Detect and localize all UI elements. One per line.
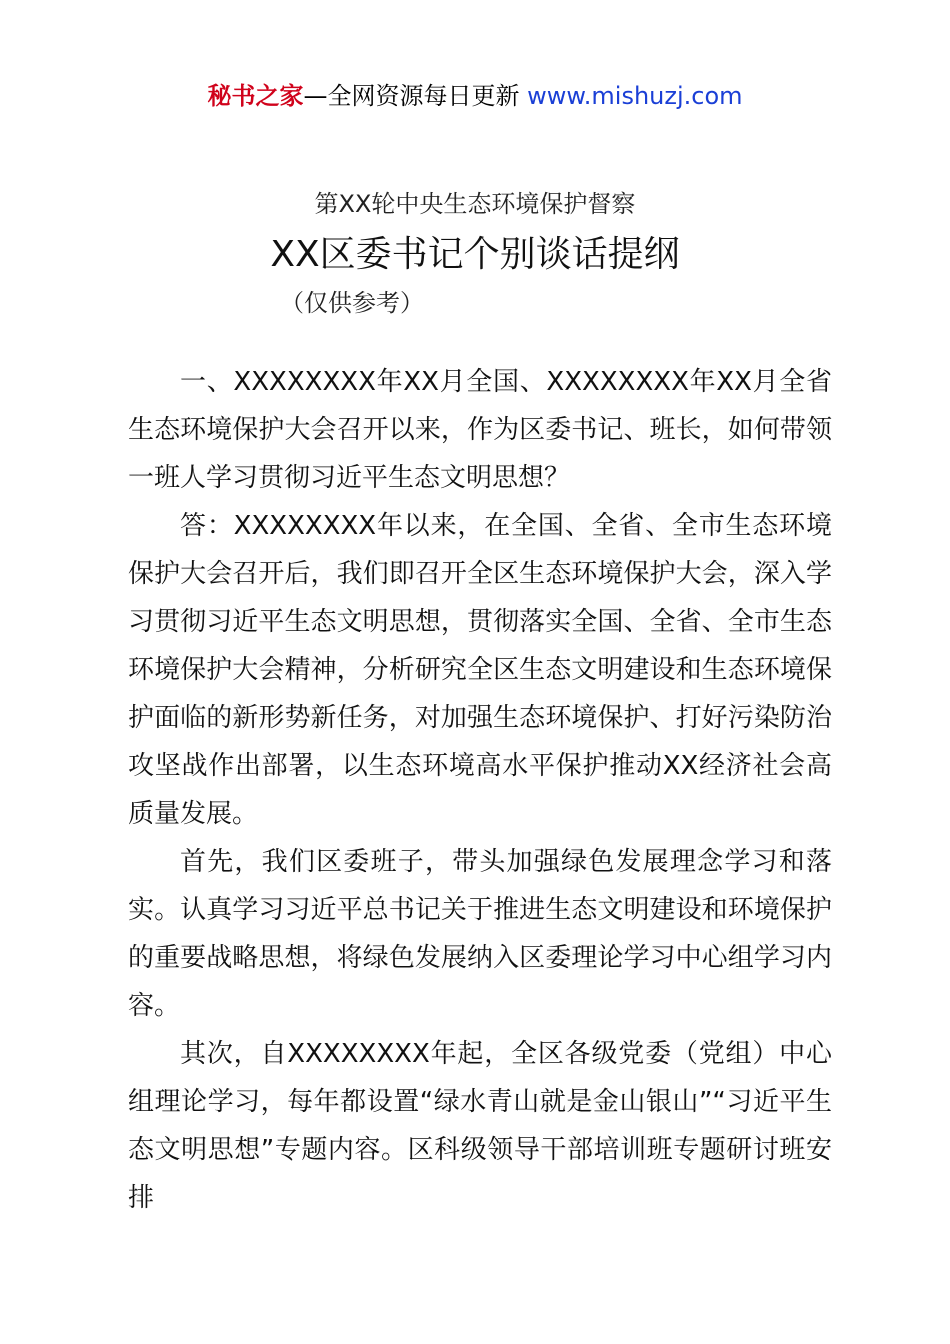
reference-note: （仅供参考） <box>280 289 424 317</box>
answer-paragraph: 答：XXXXXXXX年以来，在全国、全省、全市生态环境保护大会召开后，我们即召开全区生态环境保护大会，深入学习贯彻习近平生态文明思想，贯彻落实全国、全省、全市生态环境保护大会精神，分析研究全区生态文明建设和生态环境保护面临的新形势新任务，对加强生态环境保护、打好污染防治攻坚战作出部署，以生态环境高水平保护推动XX经济社会高质量发展。 <box>128 511 832 829</box>
document-subtitle: 第XX轮中央生态环境保护督察 <box>314 190 636 218</box>
body-paragraph-second: 其次，自XXXXXXXX年起，全区各级党委（党组）中心组理论学习，每年都设置“绿水青山就是金山银山”“习近平生态文明思想”专题内容。区科级领导干部培训班专题研讨班安排 <box>128 1039 832 1213</box>
site-header <box>0 80 950 112</box>
document-title: XX区委书记个别谈话提纲 <box>270 234 680 275</box>
document-body <box>128 358 832 1222</box>
site-brand: 秘书之家 <box>207 82 304 110</box>
question-paragraph: 一、XXXXXXXX年XX月全国、XXXXXXXX年XX月全省生态环境保护大会召开以来，作为区委书记、班长，如何带领一班人学习贯彻习近平生态文明思想？ <box>128 367 832 493</box>
site-tagline: —全网资源每日更新 <box>303 82 520 110</box>
body-paragraph-first: 首先，我们区委班子，带头加强绿色发展理念学习和落实。认真学习习近平总书记关于推进生态文明建设和环境保护的重要战略思想，将绿色发展纳入区委理论学习中心组学习内容。 <box>128 847 832 1021</box>
site-url-link[interactable]: www.mishuzj.com <box>527 82 743 110</box>
